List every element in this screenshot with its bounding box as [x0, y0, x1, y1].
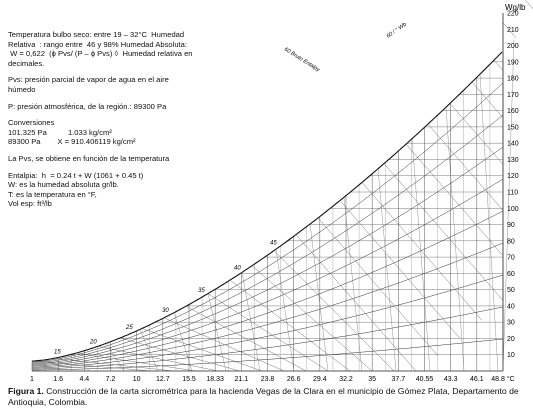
saturation-label: 20 — [90, 339, 97, 346]
wetbulb-line — [450, 103, 503, 164]
x-tick-label: 29.4 — [313, 376, 327, 383]
y-tick-label: 40 — [507, 303, 515, 311]
wetbulb-annotation: 60 / ° Wb — [385, 21, 408, 40]
note-line: Vol esp: ft³/lb — [8, 199, 52, 209]
volume-line — [276, 249, 294, 371]
note-line: Temperatura bulbo seco: entre 19 – 32°C Humedad — [8, 30, 185, 39]
x-tick-label: 1.6 — [53, 376, 64, 383]
x-axis-labels — [30, 375, 515, 383]
x-tick-label: 10 — [132, 376, 141, 383]
y-axis-labels — [507, 11, 519, 360]
saturation-label: 40 — [234, 265, 241, 272]
y-tick-label: 200 — [507, 43, 519, 51]
x-tick-label: 23.8 — [260, 376, 275, 383]
saturation-label: 30 — [162, 307, 169, 314]
y-tick-label: 130 — [507, 156, 519, 164]
saturation-label: 15 — [54, 349, 61, 356]
note-line — [8, 68, 258, 75]
y-tick-label: 70 — [507, 254, 515, 262]
note-line: 101.325 Pa 1.033 kg/cm² — [8, 127, 112, 137]
volume-line — [480, 74, 498, 371]
wetbulb-line — [406, 144, 503, 256]
caption-label: Figura 1. — [8, 386, 44, 396]
saturation-label: 25 — [126, 325, 133, 332]
wetbulb-line — [296, 235, 416, 371]
volume-line — [174, 313, 192, 371]
caption-text: Construcción de la carta sicrométrica para la hacienda Vegas de la Clara en el municipio de Gómez Plata, Departamento de Antioquia, Colombia. — [8, 386, 519, 407]
note-line: húmedo — [8, 84, 36, 94]
y-tick-label: 10 — [507, 352, 515, 360]
note-line: P: presión atmosférica, de la región.: 89300 Pa — [8, 101, 167, 111]
y-tick-label: 60 — [507, 270, 515, 278]
y-tick-label: 100 — [507, 205, 519, 213]
wetbulb-line — [318, 218, 438, 356]
note-line: T: es la temperatura en °F, — [8, 189, 97, 199]
wetbulb-line — [428, 124, 503, 210]
chart-notes — [8, 30, 258, 209]
wetbulb-line — [340, 201, 460, 339]
saturation-label: 45 — [270, 240, 277, 247]
note-line — [8, 111, 258, 118]
note-line — [8, 95, 258, 102]
wetbulb-line — [76, 353, 196, 371]
wetbulb-line — [362, 182, 482, 320]
x-tick-label: 7.2 — [105, 376, 116, 383]
x-tick-label: 21.1 — [234, 376, 249, 383]
y-axis-title: Wg/lb — [505, 3, 526, 12]
y-tick-label: 90 — [507, 222, 515, 230]
note-line: Pvs: presión parcial de vapor de agua en el aire — [8, 75, 169, 85]
wetbulb-line — [230, 280, 350, 371]
x-tick-label: 43.3 — [443, 376, 458, 383]
y-tick-label: 150 — [507, 124, 519, 132]
wetbulb-line — [384, 164, 503, 301]
y-tick-label: 140 — [507, 140, 519, 148]
x-tick-label: 35 — [368, 376, 377, 383]
figure-caption — [8, 386, 528, 407]
note-line — [8, 164, 258, 171]
y-tick-label: 80 — [507, 238, 515, 246]
volume-line — [446, 107, 464, 371]
note-line: Conversiones — [8, 118, 55, 128]
x-tick-label: 48.8 °C — [491, 376, 515, 383]
y-tick-label: 180 — [507, 75, 519, 83]
x-tick-label: 15.5 — [182, 376, 196, 383]
volume-line — [310, 224, 328, 371]
volume-line — [378, 169, 396, 371]
y-tick-label: 50 — [507, 287, 515, 295]
saturation-label: 35 — [198, 287, 205, 294]
x-tick-label: 37.7 — [391, 376, 406, 383]
y-tick-label: 220 — [507, 10, 519, 18]
note-line: W = 0,622 (ϕ Pvs/ (P – ϕ Pvs) ◊ Humedad relativa en — [8, 49, 193, 59]
x-tick-label: 4.4 — [79, 376, 90, 383]
x-tick-label: 40.55 — [415, 376, 434, 383]
note-line: La Pvs, se obtiene en función de la temperatura — [8, 153, 170, 163]
y-tick-label: 110 — [507, 189, 519, 197]
x-tick-label: 46.1 — [470, 376, 484, 383]
y-tick-label: 30 — [507, 319, 515, 327]
note-line: W: es la humedad absoluta gr/lb. — [8, 180, 119, 190]
note-line: Entalpia: h = 0.24 t + W (1061 + 0.45 t) — [8, 170, 144, 180]
volume-line — [140, 329, 158, 371]
note-line: decimales. — [8, 58, 45, 68]
note-line: 89300 Pa X = 910.406119 kg/cm² — [8, 137, 136, 147]
enthalpy-annotation: 60 Bruto Entalpy — [282, 46, 321, 74]
volume-line — [344, 197, 362, 371]
volume-line — [208, 294, 226, 371]
wetbulb-line — [252, 266, 372, 371]
x-tick-label: 1 — [30, 376, 34, 383]
y-tick-label: 160 — [507, 108, 519, 116]
x-tick-label: 32.2 — [339, 376, 353, 383]
x-tick-label: 26.6 — [286, 376, 301, 383]
y-tick-label: 210 — [507, 26, 519, 34]
x-tick-label: 18.33 — [206, 376, 224, 383]
x-tick-label: 12.7 — [156, 376, 170, 383]
y-tick-label: 170 — [507, 91, 519, 99]
y-tick-label: 120 — [507, 173, 519, 181]
y-tick-label: 20 — [507, 335, 515, 343]
y-tick-label: 190 — [507, 59, 519, 67]
note-line — [8, 147, 258, 154]
note-line: Relativa : rango entre 46 y 98% Humedad Absoluta: — [8, 39, 187, 49]
